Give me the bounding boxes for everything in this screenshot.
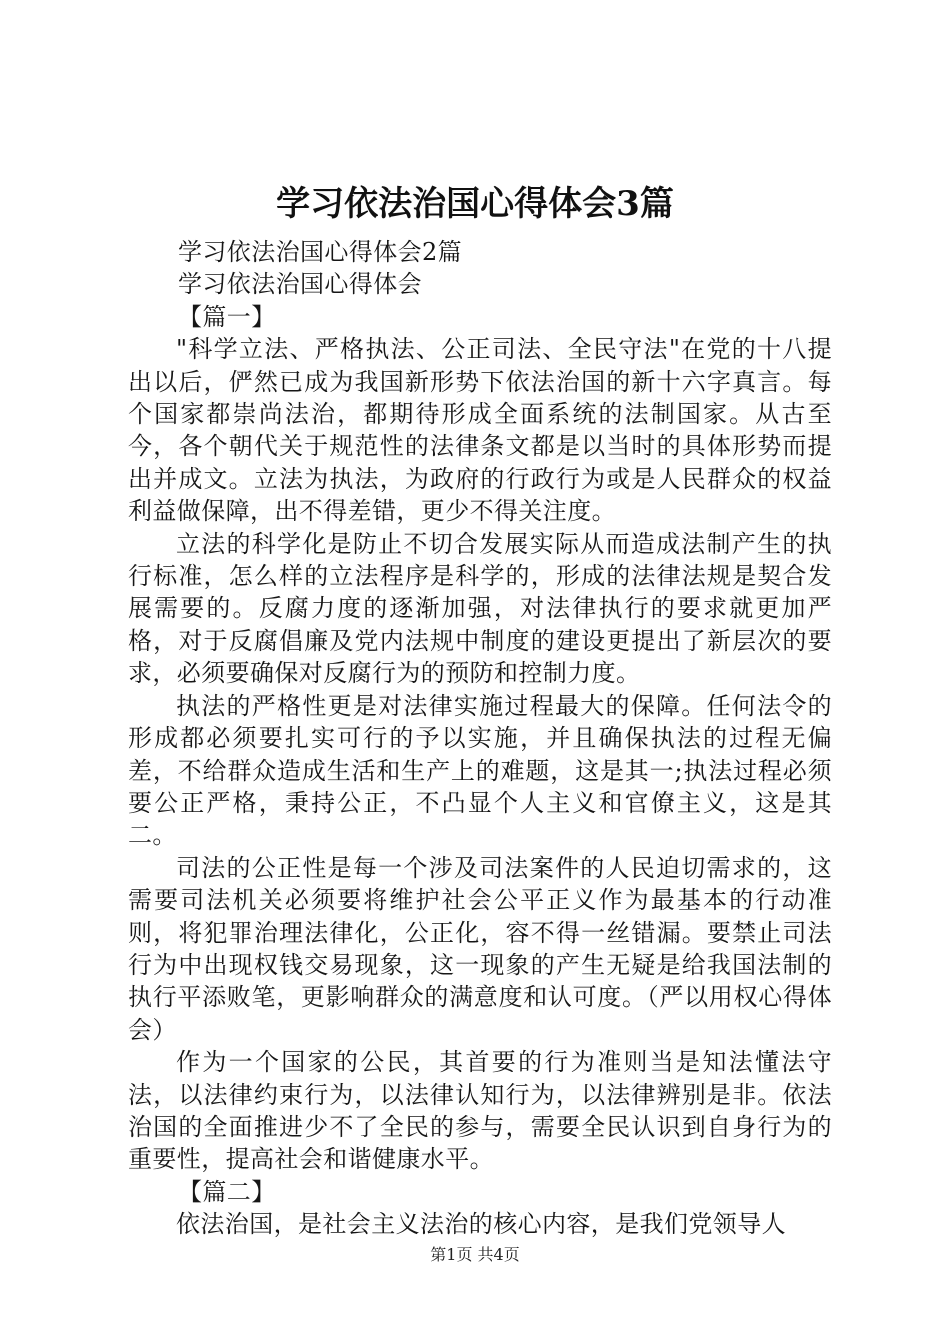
- paragraph: "科学立法、严格执法、公正司法、全民守法"在党的十八提出以后，俨然已成为我国新形势下依法治国的新十六字真言。每个国家都崇尚法治，都期待形成全面系统的法制国家。从古至今，各个朝代关于规范性的法律条文都是以当时的具体形势而提出并成文。立法为执法，为政府的行政行为或是人民群众的权益利益做保障，出不得差错，更少不得关注度。: [128, 335, 832, 526]
- document-title: 学习依法治国心得体会3篇: [276, 184, 674, 224]
- paragraph: 作为一个国家的公民，其首要的行为准则当是知法懂法守法，以法律约束行为，以法律认知行为，以法律辨别是非。依法治国的全面推进少不了全民的参与，需要全民认识到自身行为的重要性，提高社会和谐健康水平。: [128, 1048, 832, 1174]
- subtitle-line: 学习依法治国心得体会2篇: [178, 238, 463, 266]
- subtitle-line: 学习依法治国心得体会: [178, 270, 422, 299]
- paragraph: 立法的科学化是防止不切合发展实际从而造成法制产生的执行标准，怎么样的立法程序是科学的，形成的法律法规是契合发展需要的。反腐力度的逐渐加强，对法律执行的要求就更加严格，对于反腐倡廉及党内法规中制度的建设更提出了新层次的要求，必须要确保对反腐行为的预防和控制力度。: [128, 529, 832, 688]
- page-footer: 第1页 共4页: [430, 1245, 520, 1264]
- section-heading: 【篇一】: [178, 302, 276, 331]
- document-body: [128, 236, 832, 1241]
- section-heading: 【篇二】: [178, 1177, 276, 1206]
- paragraph: 依法治国，是社会主义法治的核心内容，是我们党领导人: [176, 1210, 786, 1239]
- paragraph: 司法的公正性是每一个涉及司法案件的人民迫切需求的，这需要司法机关必须要将维护社会公平正义作为最基本的行动准则，将犯罪治理法律化，公正化，容不得一丝错漏。要禁止司法行为中出现权钱交易现象，这一现象的产生无疑是给我国法制的执行平添败笔，更影响群众的满意度和认可度。（严以用权心得体会）: [128, 853, 832, 1044]
- paragraph: 执法的严格性更是对法律实施过程最大的保障。任何法令的形成都必须要扎实可行的予以实施，并且确保执法的过程无偏差，不给群众造成生活和生产上的难题，这是其一;执法过程必须要公正严格，秉持公正，不凸显个人主义和官僚主义，这是其二。: [128, 691, 832, 850]
